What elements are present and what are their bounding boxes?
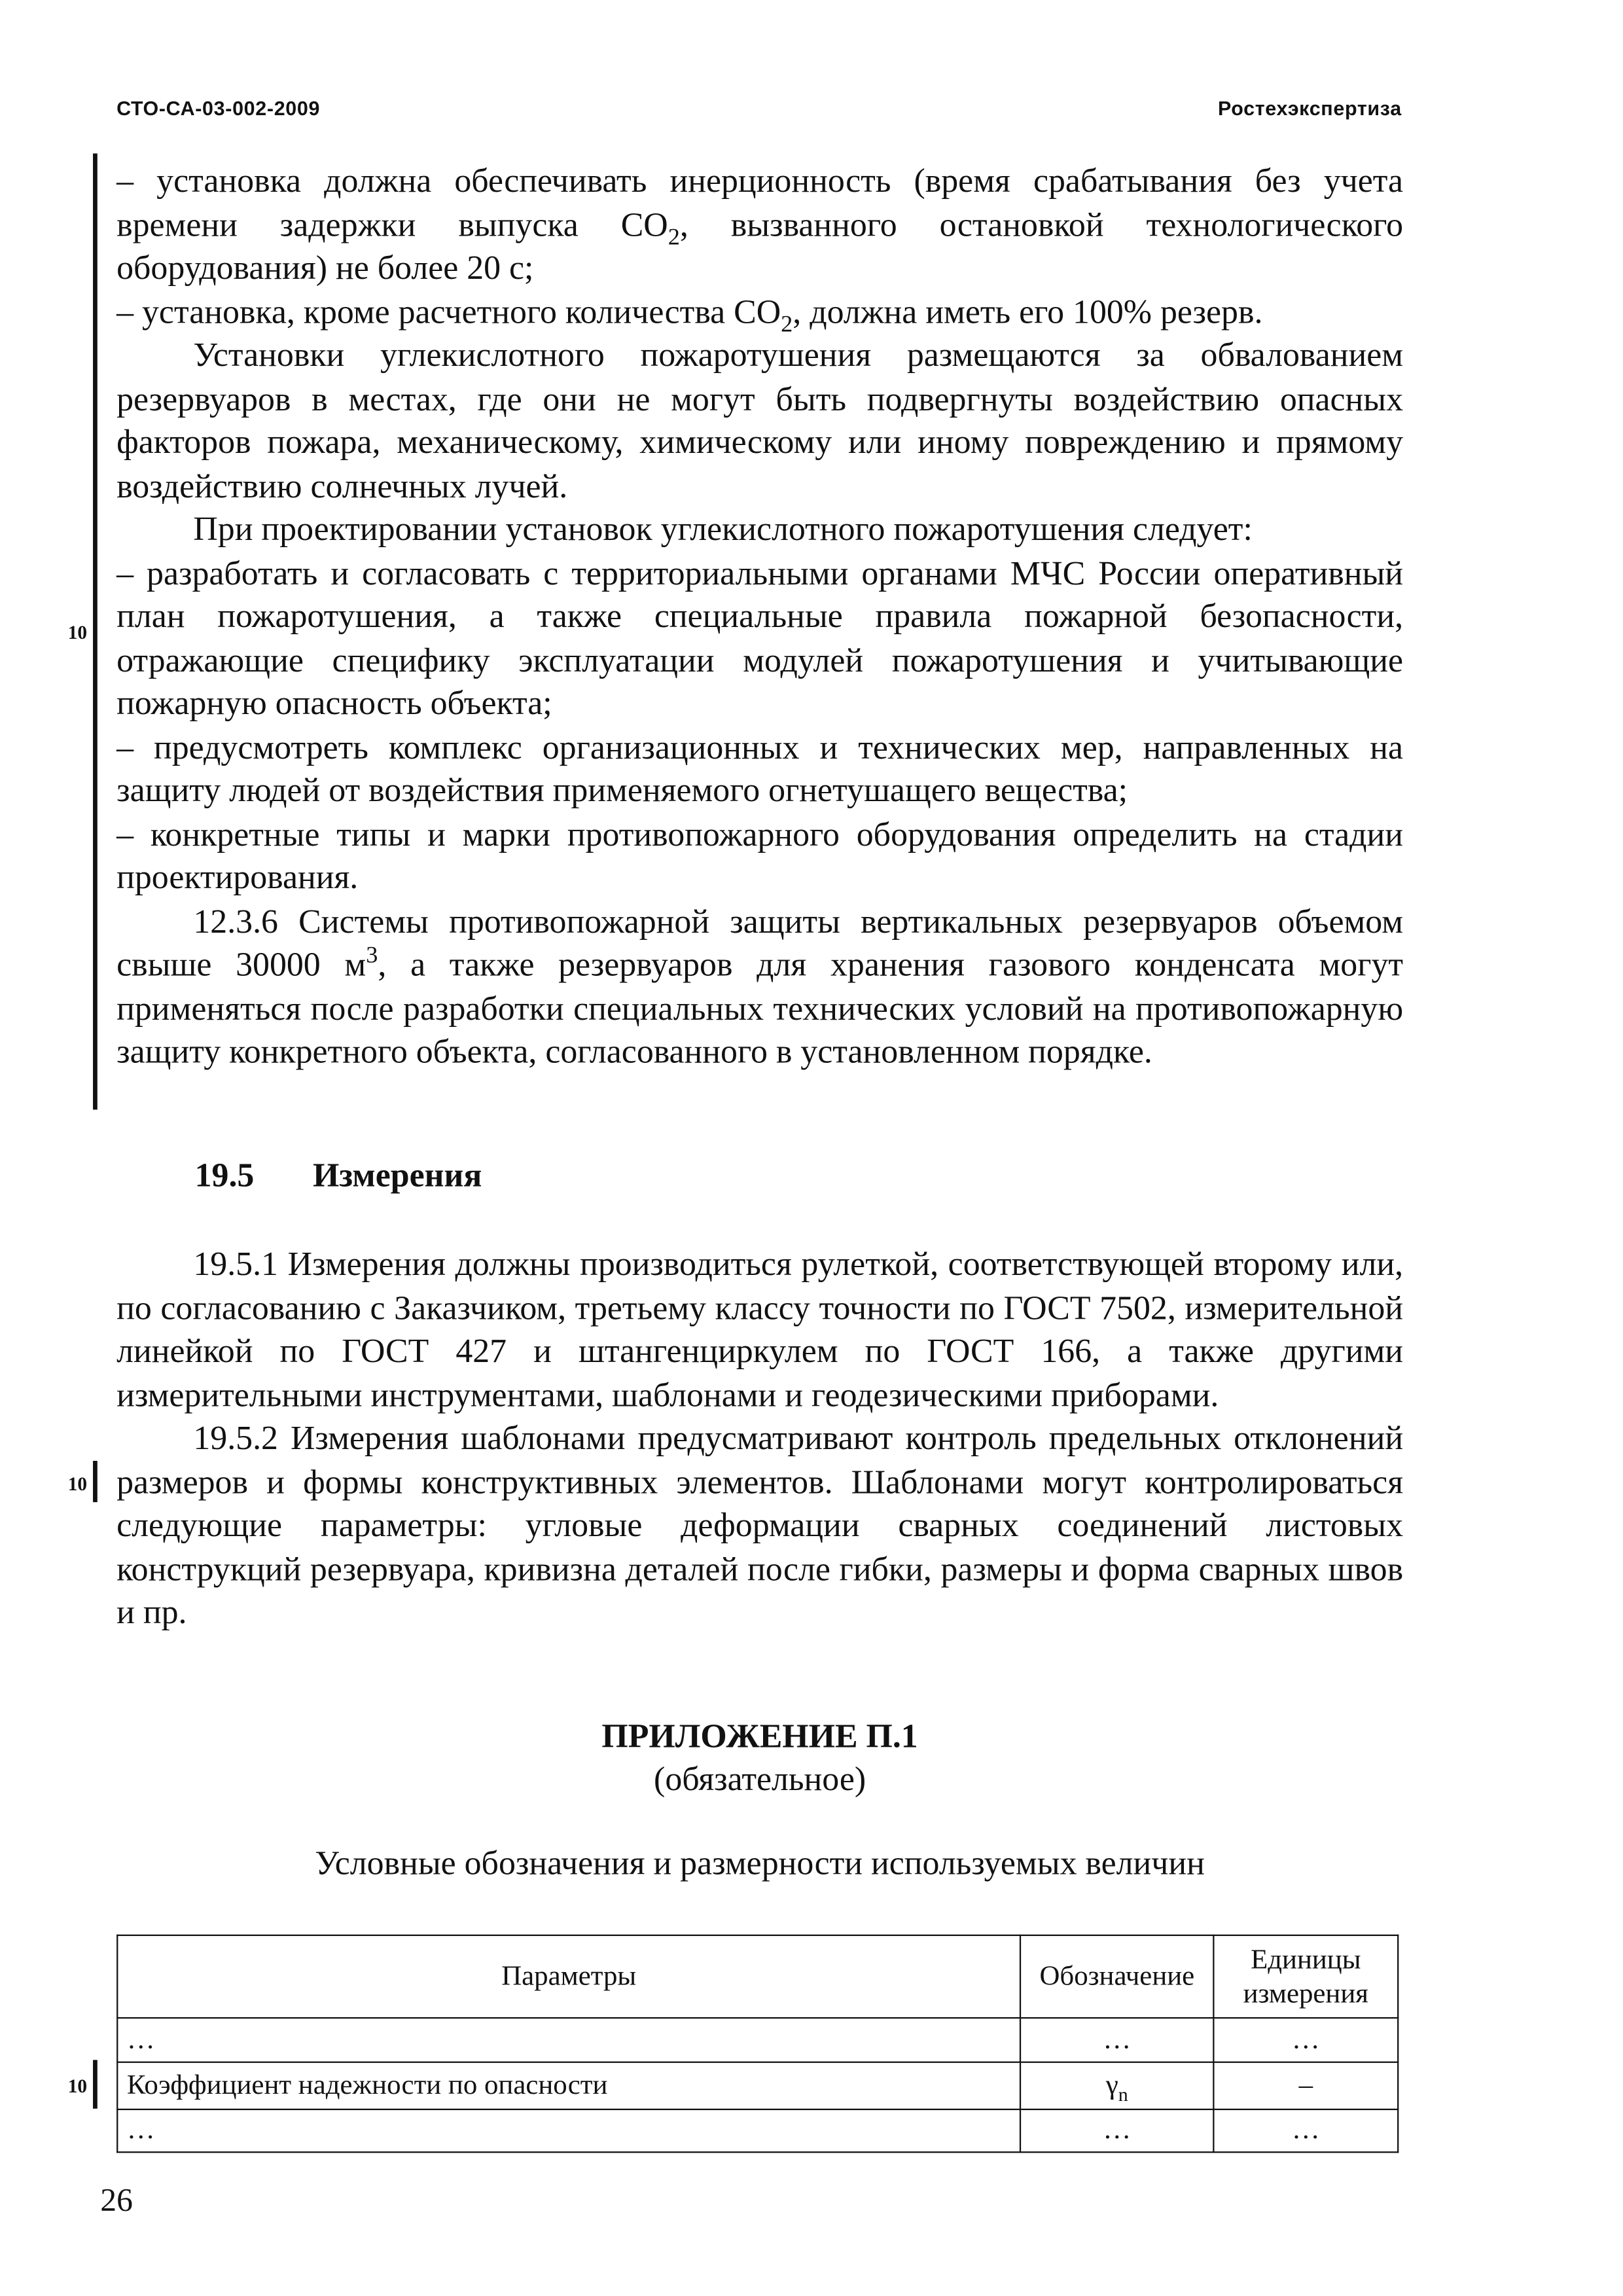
paragraph: – конкретные типы и марки противопожарного оборудования определить на стадии проектирования. bbox=[116, 815, 1404, 896]
text-block-fire-suppression bbox=[116, 159, 1403, 1073]
paragraph: – предусмотреть комплекс организационных и технических мер, направленных на защиту людей от воздействия применяемого огнетушащего вещества; bbox=[116, 728, 1404, 809]
change-bar bbox=[93, 153, 98, 1109]
section-heading bbox=[195, 1157, 482, 1196]
paragraph: – установка, кроме расчетного количества $CO_2$, должна иметь его 100% резерв. bbox=[116, 293, 1263, 337]
appendix-title: ПРИЛОЖЕНИЕ П.1 bbox=[601, 1717, 918, 1755]
change-mark: 10 bbox=[67, 1473, 88, 1495]
table-cell: … bbox=[117, 2018, 1020, 2062]
paragraph: 19.5.2 Измерения шаблонами предусматривают контроль предельных отклонений размеров и формы конструктивных элементов. Шаблонами могут контролироваться следующие параметры: угловые деформации сварных соединений листовых конструкций резервуара, кривизна деталей после гибки, размеры и форма сварных швов и пр. bbox=[116, 1419, 1404, 1631]
change-bar bbox=[93, 1461, 98, 1502]
paragraph: 19.5.1 Измерения должны производиться рулеткой, соответствующей второму или, по согласованию с Заказчиком, третьему классу точности по ГОСТ 7502, измерительной линейкой по ГОСТ 427 и штангенциркулем по ГОСТ 166, а также другими измерительными инструментами, шаблонами и геодезическими приборами. bbox=[116, 1245, 1404, 1413]
header-doc-code: СТО-СА-03-002-2009 bbox=[116, 97, 321, 120]
table-cell: Коэффициент надежности по опасности bbox=[117, 2062, 1020, 2109]
change-bar bbox=[93, 2060, 98, 2108]
symbols-table bbox=[116, 1935, 1399, 2153]
paragraph: Установки углекислотного пожаротушения размещаются за обвалованием резервуаров в местах, где они не могут быть подвергнуты воздействию опасных факторов пожара, механическому, химическому или иному повреждению и прямому воздействию солнечных лучей. bbox=[116, 336, 1404, 504]
appendix-subtitle: (обязательное) bbox=[654, 1760, 866, 1798]
table-row bbox=[117, 2018, 1398, 2062]
section-number: 19.5 bbox=[194, 1157, 255, 1194]
table-cell: … bbox=[1213, 2018, 1398, 2062]
table-header-row bbox=[117, 1935, 1398, 2018]
page-number: 26 bbox=[100, 2181, 133, 2218]
table-header: Параметры bbox=[117, 1935, 1020, 2018]
appendix-caption: Условные обозначения и размерности используемых величин bbox=[315, 1844, 1205, 1882]
table-row bbox=[117, 2062, 1398, 2109]
table-cell: … bbox=[1020, 2109, 1213, 2152]
change-mark: 10 bbox=[67, 2074, 88, 2097]
paragraph: – установка должна обеспечивать инерционность (время срабатывания без учета времени задержки выпуска $CO_2$, вызванного остановкой технологического оборудования) не более 20 с; bbox=[116, 162, 1404, 287]
paragraph: 12.3.6 Системы противопожарной защиты вертикальных резервуаров объемом свыше 30000 $м^3$, а также резервуаров для хранения газового конденсата могут применяться после разработки специальных технических условий на противопожарную защиту конкретного объекта, согласованного в установленном порядке. bbox=[116, 902, 1404, 1070]
section-title: Измерения bbox=[312, 1157, 482, 1194]
table-cell: … bbox=[1020, 2018, 1213, 2062]
text-block-measurements bbox=[116, 1242, 1403, 1634]
table-cell: – bbox=[1213, 2062, 1398, 2109]
paragraph: – разработать и согласовать с территориальными органами МЧС России оперативный план пожаротушения, а также специальные правила пожарной безопасности, отражающие специфику эксплуатации модулей пожаротушения и учитывающие пожарную опасность объекта; bbox=[116, 554, 1404, 722]
table-header: Единицы измерения bbox=[1213, 1935, 1398, 2018]
paragraph: При проектировании установок углекислотного пожаротушения следует: bbox=[193, 511, 1253, 548]
header-org: Ростехэкспертиза bbox=[1218, 97, 1402, 120]
table-row bbox=[117, 2109, 1398, 2152]
table-cell: … bbox=[1213, 2109, 1398, 2152]
table-header: Обозначение bbox=[1020, 1935, 1213, 2018]
table-cell-symbol: $\gamma_n$ bbox=[1020, 2062, 1213, 2109]
change-mark: 10 bbox=[67, 621, 88, 643]
table-cell: … bbox=[117, 2109, 1020, 2152]
